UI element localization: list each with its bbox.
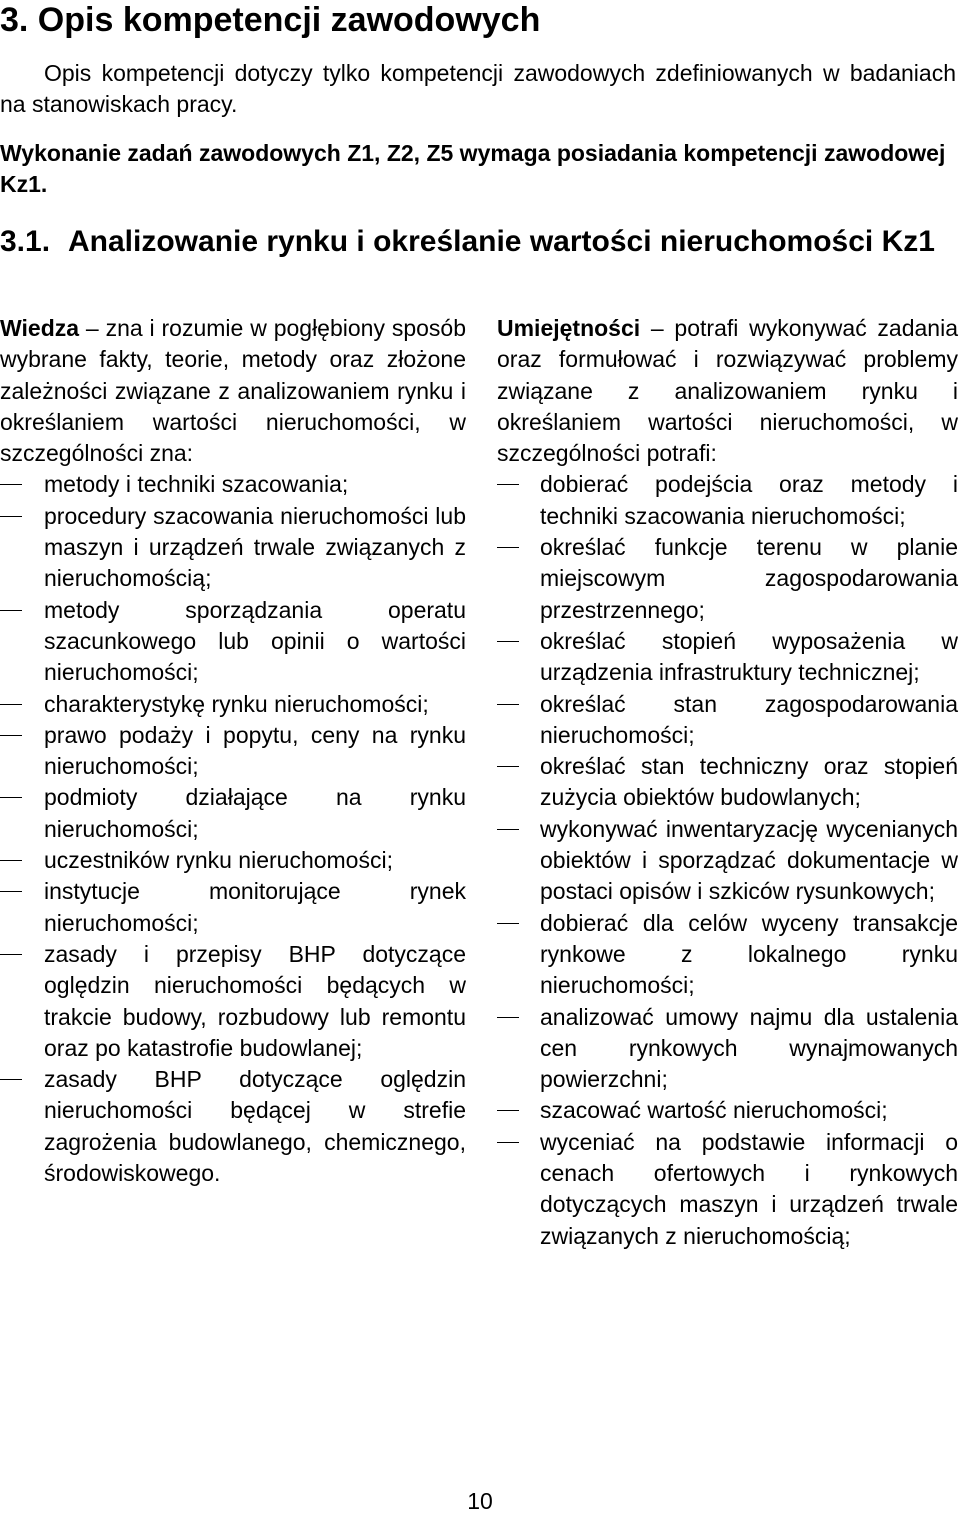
knowledge-item-text: metody i techniki szacowania; xyxy=(44,471,349,498)
skills-item-text: wykonywać inwentaryzację wycenianych obiektów i sporządzać dokumentacje w postaci opisów i szkiców rysunkowych; xyxy=(540,815,958,905)
dash-bullet-icon xyxy=(0,1079,22,1080)
skills-item xyxy=(497,626,958,689)
knowledge-intro xyxy=(0,313,466,469)
skills-item xyxy=(497,814,958,908)
knowledge-item xyxy=(0,469,466,500)
knowledge-intro-text: – zna i rozumie w pogłębiony sposób wybrane fakty, teorie, metody oraz złożone zależności związane z analizowaniem rynku i określaniem wartości nieruchomości, w szczególności zna: xyxy=(0,315,466,467)
knowledge-item-text: podmioty działające na rynku nieruchomości; xyxy=(44,784,466,842)
skills-item xyxy=(497,1127,958,1252)
skills-item xyxy=(497,751,958,814)
knowledge-item xyxy=(0,876,466,939)
knowledge-item-text: zasady i przepisy BHP dotyczące oględzin nieruchomości będących w trakcie budowy, rozbudowy lub remontu oraz po katastrofie budowlanej; xyxy=(44,940,466,1061)
skills-item-text: dobierać dla celów wyceny transakcje rynkowe z lokalnego rynku nieruchomości; xyxy=(540,909,958,999)
knowledge-item xyxy=(0,720,466,783)
knowledge-column xyxy=(0,313,466,1189)
dash-bullet-icon xyxy=(497,923,519,924)
dash-bullet-icon xyxy=(0,735,22,736)
skills-label: Umiejętności xyxy=(497,315,641,341)
knowledge-item-text: instytucje monitorujące rynek nieruchomości; xyxy=(44,878,466,936)
knowledge-item xyxy=(0,939,466,1064)
knowledge-item xyxy=(0,1064,466,1189)
knowledge-item-text: procedury szacowania nieruchomości lub maszyn i urządzeń trwale związanych z nieruchomością; xyxy=(44,502,466,592)
dash-bullet-icon xyxy=(0,860,22,861)
requirement-paragraph: Wykonanie zadań zawodowych Z1, Z2, Z5 wymaga posiadania kompetencji zawodowej Kz1. xyxy=(0,140,946,197)
dash-bullet-icon xyxy=(0,954,22,955)
knowledge-item-text: metody sporządzania operatu szacunkowego lub opinii o wartości nieruchomości; xyxy=(44,596,466,686)
dash-bullet-icon xyxy=(497,829,519,830)
skills-item xyxy=(497,469,958,532)
skills-item-text: wyceniać na podstawie informacji o cenach ofertowych i rynkowych dotyczących maszyn i urządzeń trwale związanych z nieruchomością; xyxy=(540,1128,958,1249)
knowledge-item xyxy=(0,845,466,876)
skills-item-text: określać stan techniczny oraz stopień zużycia obiektów budowlanych; xyxy=(540,753,958,811)
skills-item-text: określać stopień wyposażenia w urządzenia infrastruktury technicznej; xyxy=(540,627,958,686)
skills-item xyxy=(497,532,958,626)
dash-bullet-icon xyxy=(497,1017,519,1018)
page-heading: 3. Opis kompetencji zawodowych xyxy=(0,1,541,39)
skills-list xyxy=(497,469,958,1251)
page-number: 10 xyxy=(467,1488,493,1514)
dash-bullet-icon xyxy=(0,484,22,485)
dash-bullet-icon xyxy=(497,547,519,548)
section-heading xyxy=(0,218,960,266)
knowledge-item xyxy=(0,595,466,689)
intro-paragraph: Opis kompetencji dotyczy tylko kompetencji zawodowych zdefiniowanych w badaniach na stanowiskach pracy. xyxy=(0,60,956,117)
skills-intro xyxy=(497,313,958,469)
section-title: Analizowanie rynku i określanie wartości nieruchomości Kz1 xyxy=(68,225,935,258)
dash-bullet-icon xyxy=(0,516,22,517)
knowledge-item-text: prawo podaży i popytu, ceny na rynku nieruchomości; xyxy=(44,721,466,780)
skills-item xyxy=(497,689,958,752)
dash-bullet-icon xyxy=(0,891,22,892)
skills-item-text: określać stan zagospodarowania nieruchomości; xyxy=(540,690,958,748)
dash-bullet-icon xyxy=(497,484,519,485)
skills-column xyxy=(497,313,958,1252)
dash-bullet-icon xyxy=(497,1110,519,1111)
dash-bullet-icon xyxy=(0,610,22,611)
skills-item xyxy=(497,908,958,1002)
knowledge-item xyxy=(0,689,466,720)
skills-item-text: określać funkcje terenu w planie miejscowym zagospodarowania przestrzennego; xyxy=(540,534,958,623)
skills-item-text: dobierać podejścia oraz metody i techniki szacowania nieruchomości; xyxy=(540,471,958,529)
skills-item-text: analizować umowy najmu dla ustalenia cen rynkowych wynajmowanych powierzchni; xyxy=(540,1003,958,1093)
skills-item xyxy=(497,1002,958,1096)
knowledge-item-text: uczestników rynku nieruchomości; xyxy=(44,847,393,874)
dash-bullet-icon xyxy=(497,704,519,705)
dash-bullet-icon xyxy=(497,1142,519,1143)
knowledge-item xyxy=(0,782,466,845)
skills-item xyxy=(497,1095,958,1126)
dash-bullet-icon xyxy=(0,797,22,798)
dash-bullet-icon xyxy=(0,704,22,705)
knowledge-item-text: charakterystykę rynku nieruchomości; xyxy=(44,690,429,717)
knowledge-item-text: zasady BHP dotyczące oględzin nieruchomości będącej w strefie zagrożenia budowlanego, chemicznego, środowiskowego. xyxy=(44,1066,466,1187)
dash-bullet-icon xyxy=(497,766,519,767)
section-number: 3.1. xyxy=(0,225,51,258)
skills-item-text: szacować wartość nieruchomości; xyxy=(540,1097,888,1124)
knowledge-label: Wiedza xyxy=(0,315,80,341)
dash-bullet-icon xyxy=(497,641,519,642)
skills-intro-text: – potrafi wykonywać zadania oraz formułować i rozwiązywać problemy związane z analizowaniem rynku i określaniem wartości nieruchomości, w szczególności potrafi: xyxy=(497,315,958,467)
knowledge-list xyxy=(0,469,466,1189)
knowledge-item xyxy=(0,501,466,595)
